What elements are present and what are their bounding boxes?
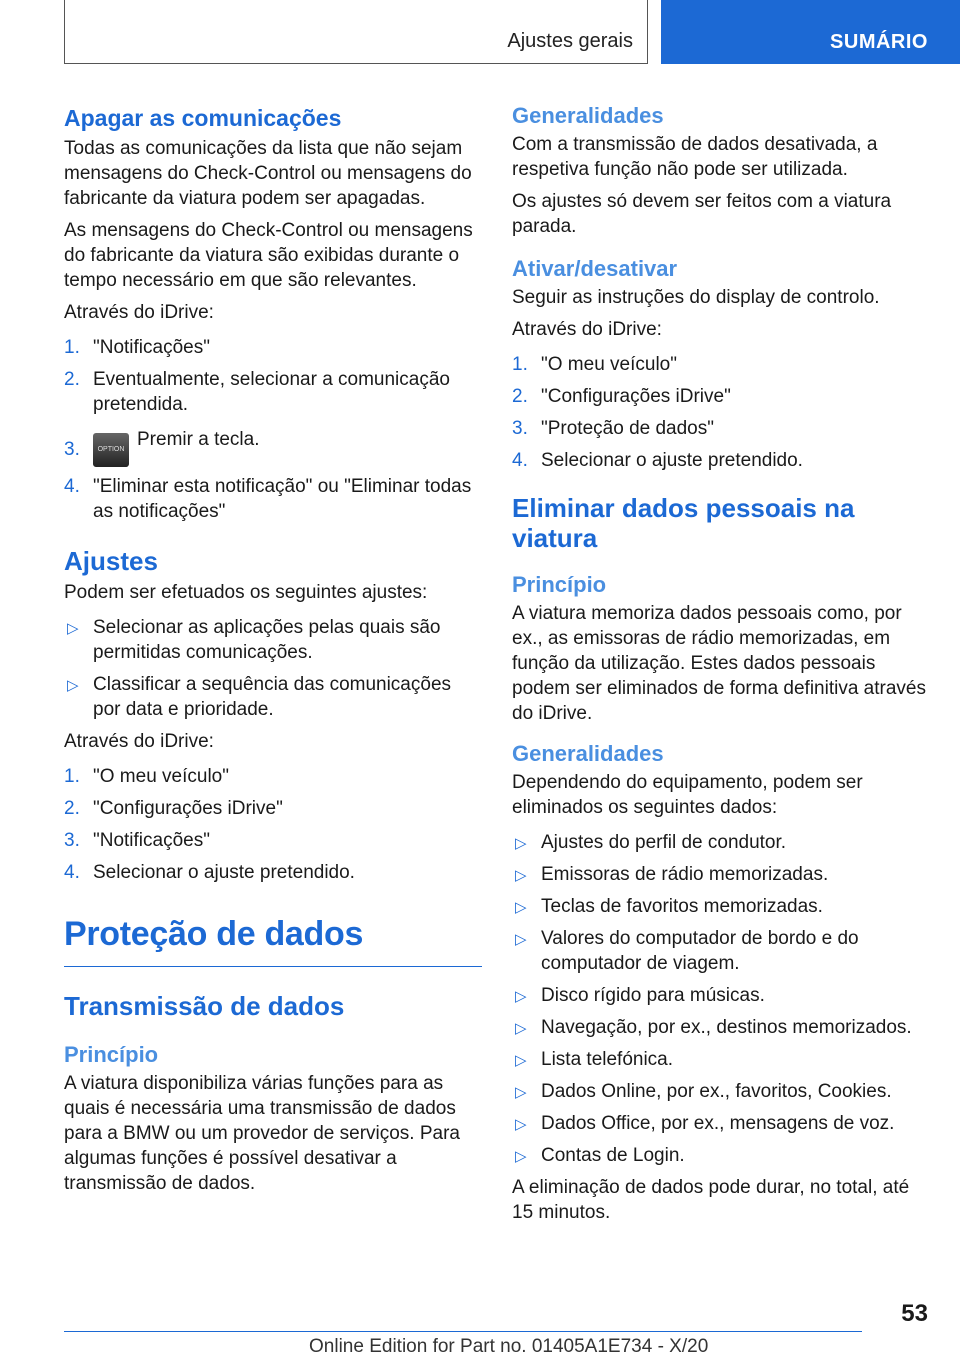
steps-list (512, 352, 930, 473)
triangle-icon: ▷ (515, 1116, 527, 1133)
triangle-icon: ▷ (515, 867, 527, 884)
list-item: ▷ Teclas de favoritos memorizadas. (512, 894, 930, 919)
para-principio: A viatura memoriza dados pessoais como, por ex., as emissoras de rádio memorizadas, em função da utilização. Estes dados pessoais podem ser eliminados de forma definitiva através do iDrive. (512, 603, 926, 724)
list-item: 3. OPTION Premir a tecla. (64, 427, 482, 467)
list-item: 1. "O meu veículo" (64, 766, 229, 787)
heading-ativar: Ativar/desativar (512, 256, 678, 281)
triangle-icon: ▷ (515, 835, 527, 852)
list-item: 3. "Notificações" (64, 830, 210, 851)
triangle-icon: ▷ (515, 988, 527, 1005)
chapter-title: Proteção de dados (64, 915, 482, 967)
list-item: 4. Selecionar o ajuste pretendido. (512, 450, 803, 471)
right-column (512, 102, 930, 1232)
header-section-tab (64, 0, 648, 64)
para-idrive: Através do iDrive: (64, 731, 214, 752)
list-item: ▷ Navegação, por ex., destinos memorizados. (512, 1015, 930, 1040)
list-item: ▷ Dados Online, por ex., favoritos, Cookies. (512, 1079, 930, 1104)
triangle-icon: ▷ (515, 1084, 527, 1101)
triangle-icon: ▷ (67, 677, 79, 694)
list-item: ▷ Contas de Login. (512, 1143, 930, 1168)
list-item: ▷ Lista telefónica. (512, 1047, 930, 1072)
para-idrive: Através do iDrive: (64, 302, 214, 323)
option-key-icon: OPTION (93, 433, 129, 467)
page-number: 53 (901, 1300, 928, 1327)
footer-divider (64, 1331, 862, 1332)
triangle-icon: ▷ (515, 1052, 527, 1069)
list-item: 2. Eventualmente, selecionar a comunicação pretendida. (64, 369, 450, 415)
list-item: ▷ Valores do computador de bordo e do computador de viagem. (515, 928, 859, 974)
heading-principio: Princípio (512, 572, 607, 597)
list-item: 4. Selecionar o ajuste pretendido. (64, 862, 355, 883)
list-item: 4. "Eliminar esta notificação" ou "Eliminar todas as notificações" (64, 476, 472, 522)
heading-apagar: Apagar as comunicações (64, 105, 342, 131)
para-dependendo: Dependendo do equipamento, podem ser eliminados os seguintes dados: (512, 772, 863, 818)
para-idrive: Através do iDrive: (512, 319, 662, 340)
para-seguir: Seguir as instruções do display de controlo. (512, 287, 880, 308)
triangle-icon: ▷ (515, 1148, 527, 1165)
summary-button[interactable] (661, 0, 960, 64)
para-podem: Podem ser efetuados os seguintes ajustes: (64, 582, 428, 603)
para-com: Com a transmissão de dados desativada, a respetiva função não pode ser utilizada. (512, 134, 878, 180)
triangle-icon: ▷ (67, 620, 79, 637)
triangle-icon: ▷ (515, 899, 527, 916)
list-item: 1. "O meu veículo" (512, 354, 677, 375)
summary-label: SUMÁRIO (830, 31, 928, 53)
left-column (64, 104, 482, 1203)
heading-generalidades: Generalidades (512, 103, 664, 128)
heading-principio: Princípio (64, 1042, 159, 1067)
list-item: ▷ Emissoras de rádio memorizadas. (512, 862, 930, 887)
heading-eliminar: Eliminar dados pessoais na viatura (512, 493, 855, 553)
header-section-title: Ajustes gerais (507, 30, 633, 52)
triangle-icon: ▷ (515, 931, 527, 948)
list-item: ▷ Disco rígido para músicas. (512, 983, 930, 1008)
para-todas: Todas as comunicações da lista que não sejam mensagens do Check-Control ou mensagens do fabricante da viatura podem ser apagadas. (64, 138, 472, 209)
list-item: 2. "Configurações iDrive" (512, 386, 731, 407)
edition-text: Online Edition for Part no. 01405A1E734 - X/20 (309, 1336, 709, 1357)
list-item: ▷ Selecionar as aplicações pelas quais são permitidas comunicações. (67, 617, 441, 663)
triangle-icon: ▷ (515, 1020, 527, 1037)
list-item: 1. "Notificações" (64, 337, 210, 358)
para-mensagens: As mensagens do Check-Control ou mensagens do fabricante da viatura são exibidas durante o tempo necessário em que são relevantes. (64, 220, 473, 291)
heading-transmissao: Transmissão de dados (64, 991, 345, 1021)
list-item: ▷ Ajustes do perfil de condutor. (512, 830, 930, 855)
bullet-list (512, 830, 930, 1168)
list-item: ▷ Classificar a sequência das comunicações por data e prioridade. (67, 674, 452, 720)
para-os: Os ajustes só devem ser feitos com a viatura parada. (512, 191, 892, 237)
list-item: 3. "Proteção de dados" (512, 418, 714, 439)
list-item: ▷ Dados Office, por ex., mensagens de voz. (512, 1111, 930, 1136)
heading-generalidades: Generalidades (512, 741, 664, 766)
heading-ajustes: Ajustes (64, 546, 158, 576)
para-principio: A viatura disponibiliza várias funções para as quais é necessária uma transmissão de dados para a BMW ou um provedor de serviços. Para algumas funções é possível desativar a transmissão de dados. (64, 1073, 461, 1194)
steps-list (64, 764, 482, 885)
steps-list (64, 335, 482, 524)
para-final: A eliminação de dados pode durar, no total, até 15 minutos. (512, 1177, 910, 1223)
bullet-list (64, 615, 482, 722)
list-item: 2. "Configurações iDrive" (64, 798, 283, 819)
